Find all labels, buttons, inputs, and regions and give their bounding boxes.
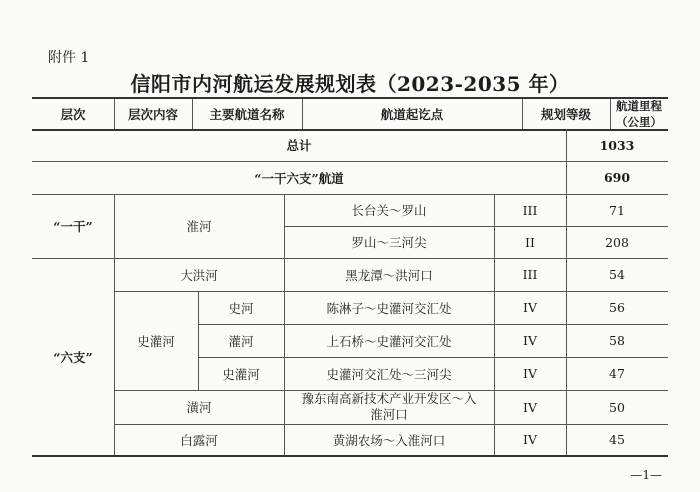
km-huaihe-1: 71: [609, 202, 625, 218]
total-value: 1033: [599, 137, 635, 153]
planning-table: [32, 97, 668, 457]
grade-bailuhe: IV: [523, 432, 537, 447]
km-guanhe: 58: [609, 333, 625, 348]
channel-shihe: 史河: [228, 300, 254, 316]
col-rule-total: [566, 129, 567, 194]
header-channel-range: 航道起讫点: [380, 107, 444, 122]
section-value: 690: [603, 170, 631, 185]
col-rule-range: [284, 194, 285, 455]
range-huaihe-1: 长台关～罗山: [351, 203, 427, 218]
range-bailuhe: 黄湖农场～入淮河口: [332, 432, 446, 448]
rule-yigan: [32, 258, 668, 259]
col-rule-3h: [302, 99, 303, 129]
total-label: 总计: [286, 138, 312, 153]
rule-huaihe: [284, 226, 668, 227]
rule-guanhe: [198, 357, 668, 358]
rule-huanghe: [114, 424, 668, 425]
attachment-label: 附件 1: [48, 50, 90, 66]
range-shiguanhe: 史灌河交汇处～三河尖: [326, 366, 452, 382]
header-mileage: 航道里程（公里）: [616, 99, 662, 129]
channel-shiguanhe: 史灌河: [222, 366, 260, 382]
page-title: 信阳市内河航运发展规划表（2023-2035 年）: [130, 72, 570, 96]
km-shihe: 56: [609, 300, 625, 315]
km-shiguanhe: 47: [609, 366, 625, 381]
channel-huaihe: 淮河: [186, 219, 212, 234]
col-rule-subgroup: [198, 291, 199, 390]
header-grade: 规划等级: [540, 107, 591, 122]
range-huanghe: 豫东南高新技术产业开发区～入淮河口: [301, 391, 477, 422]
channel-bailuhe: 白露河: [180, 432, 218, 448]
col-rule-1h: [114, 99, 115, 129]
km-huaihe-2: 208: [605, 234, 629, 250]
grade-huanghe: IV: [523, 399, 537, 415]
col-rule-grade: [494, 194, 495, 455]
col-rule-level: [114, 194, 115, 455]
header-channel-name: 主要航道名称: [209, 107, 285, 122]
grade-huaihe-2: II: [525, 234, 535, 250]
range-dahonghe: 黑龙潭～洪河口: [345, 267, 433, 283]
col-rule-4h: [522, 99, 523, 129]
rule-section: [32, 194, 668, 195]
header-level-content: 层次内容: [127, 107, 178, 122]
grade-shiguanhe: IV: [523, 366, 537, 381]
km-dahonghe: 54: [609, 267, 625, 282]
group-yigan: “一干”: [53, 219, 93, 234]
km-huanghe: 50: [609, 399, 625, 415]
grade-huaihe-1: III: [522, 202, 538, 218]
range-guanhe: 上石桥～史灌河交汇处: [326, 333, 452, 349]
channel-dahonghe: 大洪河: [180, 267, 218, 283]
page-number: —1—: [630, 468, 662, 482]
col-rule-2h: [192, 99, 193, 129]
header-level: 层次: [60, 107, 86, 122]
grade-guanhe: IV: [523, 333, 537, 348]
km-bailuhe: 45: [609, 432, 625, 447]
col-rule-km: [566, 194, 567, 455]
grade-shihe: IV: [523, 300, 537, 315]
range-shihe: 陈淋子～史灌河交汇处: [326, 300, 452, 316]
channel-guanhe: 灌河: [228, 333, 254, 349]
rule-total: [32, 161, 668, 162]
section-label: “一干六支”航道: [254, 170, 344, 186]
rule-shiguan: [114, 390, 668, 391]
channel-huanghe: 潢河: [186, 400, 212, 415]
group-shiguanhe: 史灌河: [137, 333, 175, 349]
rule-header: [32, 129, 668, 131]
grade-dahonghe: III: [522, 267, 538, 282]
col-rule-5h: [610, 99, 611, 129]
group-liuzhi: “六支”: [53, 349, 93, 365]
rule-shihe: [198, 324, 668, 325]
range-huaihe-2: 罗山～三河尖: [351, 235, 427, 250]
